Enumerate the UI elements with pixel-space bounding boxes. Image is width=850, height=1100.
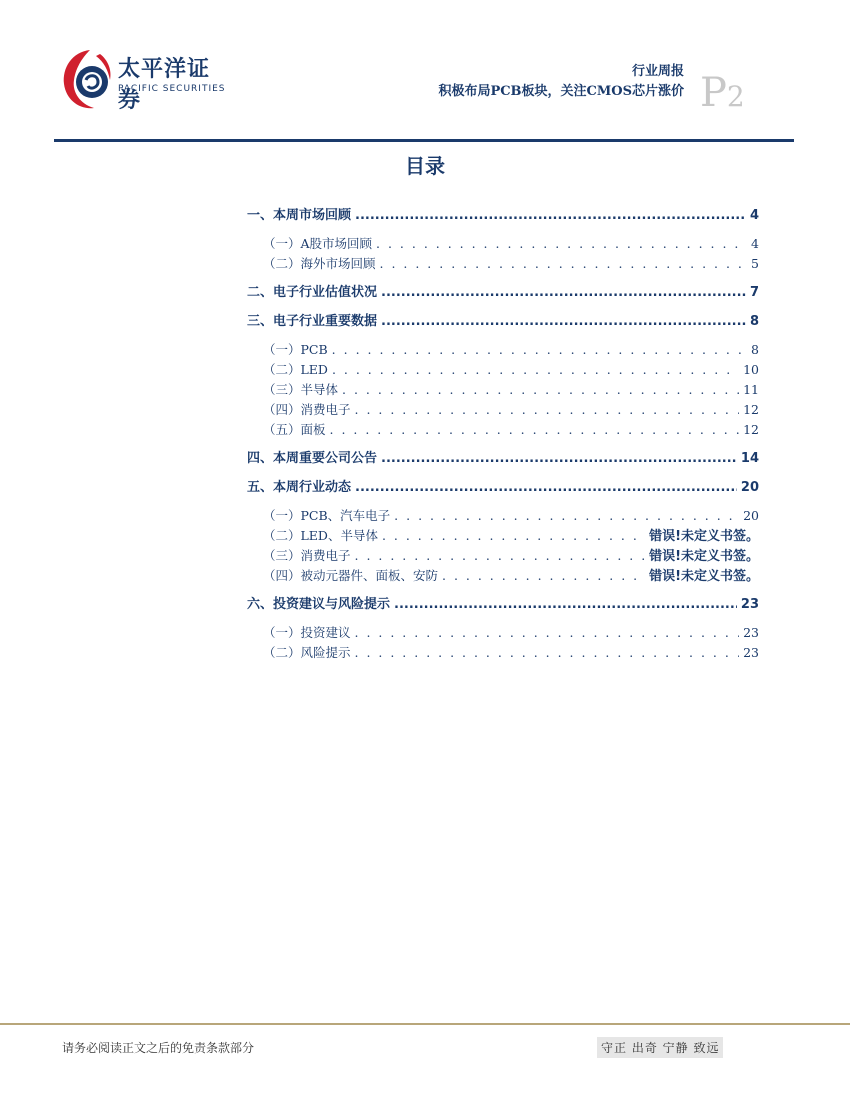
toc-entry[interactable] <box>247 526 759 546</box>
toc-entry-label: （一）PCB <box>263 342 328 357</box>
page-indicator <box>700 70 745 116</box>
toc-entry-label: （四）消费电子 <box>263 402 351 417</box>
toc-leader-dots <box>342 380 739 400</box>
toc-entry-label: 四、本周重要公司公告 <box>247 451 378 466</box>
toc-entry-page-error: 错误!未定义书签。 <box>649 569 759 584</box>
toc-entry[interactable] <box>247 623 759 643</box>
toc-leader-dots <box>376 234 747 254</box>
report-title: 积极布局PCB板块，关注CMOS芯片涨价 <box>438 84 684 99</box>
toc-entry-label: 六、投资建议与风险提示 <box>247 597 391 612</box>
brand-name-en: PACIFIC SECURITIES <box>118 84 226 94</box>
toc-leader-dots <box>382 526 645 546</box>
toc-entry-label: 二、电子行业估值状况 <box>247 285 378 300</box>
toc-heading: 目录 <box>405 154 445 178</box>
toc-entry[interactable] <box>247 566 759 586</box>
page-number: 2 <box>726 80 745 113</box>
toc-leader-dots <box>380 254 748 274</box>
toc-entry-page: 4 <box>751 236 759 251</box>
toc-entry[interactable] <box>247 546 759 566</box>
toc-entry-label: （一）A股市场回顾 <box>263 236 373 251</box>
toc-entry-page: 8 <box>751 342 759 357</box>
toc-leader-dots <box>355 623 740 643</box>
toc-entry[interactable] <box>247 595 759 615</box>
toc-entry[interactable] <box>247 234 759 254</box>
toc-entry-page: 23 <box>740 597 759 612</box>
toc-entry-label: 三、电子行业重要数据 <box>247 314 378 329</box>
toc-entry-page: 7 <box>749 285 759 300</box>
brand-name-cn: 太平洋证券 <box>118 57 211 113</box>
footer-motto: 守正 出奇 宁静 致远 <box>597 1037 723 1058</box>
toc-entry-label: （五）面板 <box>263 422 326 437</box>
toc-entry-page-error: 错误!未定义书签。 <box>649 549 759 564</box>
pacific-securities-logo-icon <box>60 44 116 114</box>
toc-entry[interactable] <box>247 360 759 380</box>
toc-leader-dots <box>355 546 646 566</box>
toc-leader-dots <box>381 283 746 303</box>
toc-leader-dots <box>355 643 740 663</box>
toc-entry-page: 23 <box>743 625 759 640</box>
toc-leader-dots <box>332 360 739 380</box>
table-of-contents <box>247 206 759 663</box>
toc-entry[interactable] <box>247 206 759 226</box>
page-prefix: P <box>700 70 727 116</box>
footer-divider <box>0 1023 850 1025</box>
toc-entry[interactable] <box>247 380 759 400</box>
toc-entry[interactable] <box>247 643 759 663</box>
toc-entry[interactable] <box>247 400 759 420</box>
toc-entry-page: 10 <box>743 362 759 377</box>
toc-leader-dots <box>332 340 747 360</box>
toc-entry-page: 23 <box>743 645 759 660</box>
toc-leader-dots <box>442 566 645 586</box>
toc-entry-label: （二）LED <box>263 362 328 377</box>
toc-entry-page: 11 <box>743 382 759 397</box>
toc-entry[interactable] <box>247 506 759 526</box>
toc-entry-label: （二）海外市场回顾 <box>263 256 376 271</box>
toc-entry-label: （一）PCB、汽车电子 <box>263 508 391 523</box>
toc-entry-page: 4 <box>749 208 759 223</box>
footer-disclaimer: 请务必阅读正文之后的免责条款部分 <box>62 1041 255 1055</box>
toc-entry-label: （一）投资建议 <box>263 625 351 640</box>
toc-leader-dots <box>330 420 740 440</box>
toc-entry-label: （二）LED、半导体 <box>263 528 378 543</box>
toc-entry[interactable] <box>247 420 759 440</box>
toc-leader-dots <box>355 478 737 498</box>
toc-entry[interactable] <box>247 283 759 303</box>
toc-entry-label: （二）风险提示 <box>263 645 351 660</box>
toc-entry-label: （三）半导体 <box>263 382 339 397</box>
toc-leader-dots <box>381 449 737 469</box>
toc-entry-page: 12 <box>743 422 759 437</box>
toc-entry-page: 12 <box>743 402 759 417</box>
toc-leader-dots <box>394 595 737 615</box>
toc-entry[interactable] <box>247 312 759 332</box>
toc-entry-page: 14 <box>740 451 759 466</box>
toc-entry[interactable] <box>247 340 759 360</box>
toc-entry-page: 5 <box>751 256 759 271</box>
toc-leader-dots <box>381 312 746 332</box>
toc-entry[interactable] <box>247 254 759 274</box>
toc-entry-label: 一、本周市场回顾 <box>247 208 352 223</box>
toc-leader-dots <box>355 400 740 420</box>
header-divider <box>54 139 794 142</box>
toc-entry-page: 20 <box>743 508 759 523</box>
company-logo <box>60 44 230 114</box>
toc-entry[interactable] <box>247 478 759 498</box>
toc-leader-dots <box>355 206 746 226</box>
toc-entry-label: （三）消费电子 <box>263 548 351 563</box>
toc-leader-dots <box>394 506 739 526</box>
toc-entry-page: 8 <box>749 314 759 329</box>
toc-entry[interactable] <box>247 449 759 469</box>
toc-entry-label: 五、本周行业动态 <box>247 480 352 495</box>
report-category: 行业周报 <box>631 64 684 79</box>
toc-entry-page-error: 错误!未定义书签。 <box>649 529 759 544</box>
toc-entry-label: （四）被动元器件、面板、安防 <box>263 568 439 583</box>
toc-entry-page: 20 <box>740 480 759 495</box>
